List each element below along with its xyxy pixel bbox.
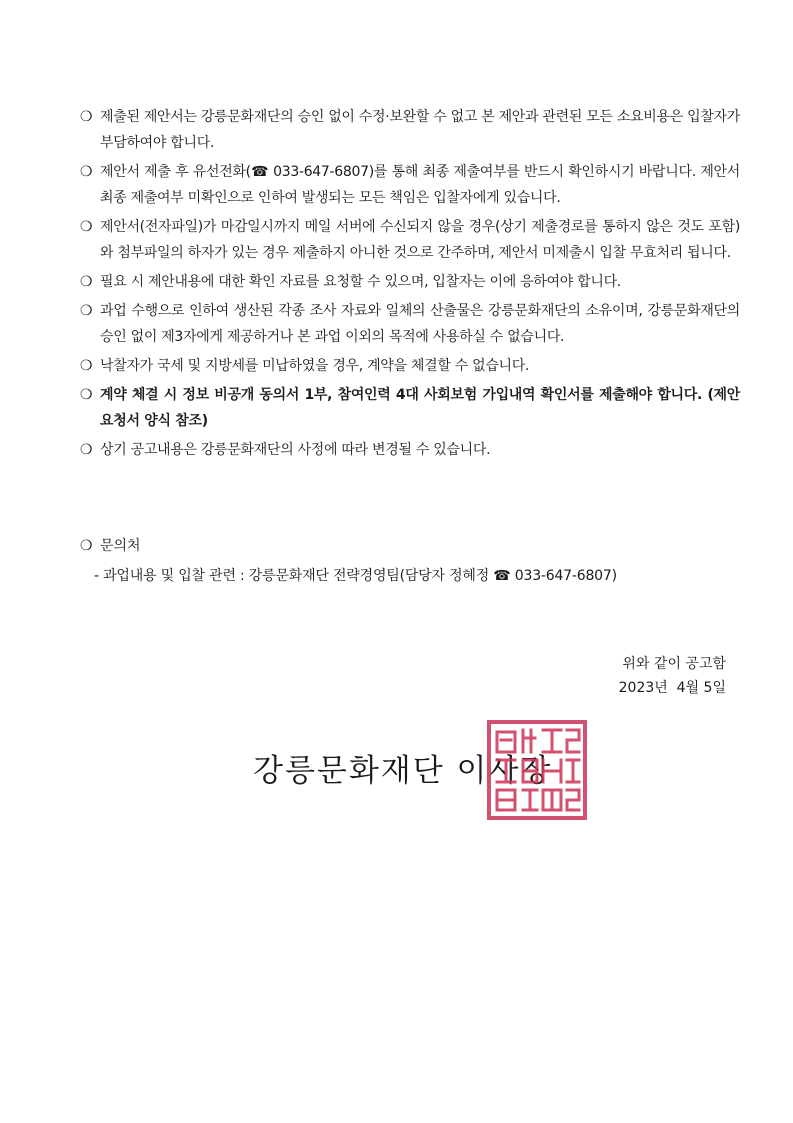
- notice-text: 상기 공고내용은 강릉문화재단의 사정에 따라 변경될 수 있습니다.: [100, 442, 491, 458]
- notice-text: 제출된 제안서는 강릉문화재단의 승인 없이 수정·보완할 수 없고 본 제안과 관련된 모든 소요비용은 입찰자가 부담하여야 합니다.: [100, 109, 740, 151]
- circle-bullet-icon: ❍: [80, 274, 93, 290]
- circle-bullet-icon: ❍: [80, 442, 93, 458]
- contact-heading: [80, 533, 141, 559]
- circle-bullet-icon: ❍: [80, 219, 93, 235]
- notice-item-4: [80, 269, 740, 295]
- contact-line: - 과업내용 및 입찰 관련 : 강릉문화재단 전략경영팀(담당자 정혜정 ☎ 033-647-6807): [94, 568, 617, 584]
- notice-item-7: [80, 382, 740, 434]
- notice-item-2: [80, 159, 740, 211]
- seal-pattern-icon: [491, 724, 583, 816]
- contact-title: 문의처: [100, 538, 141, 554]
- notice-item-6: [80, 353, 740, 379]
- notice-text: 필요 시 제안내용에 대한 확인 자료를 요청할 수 있으며, 입찰자는 이에 응하여야 합니다.: [100, 274, 621, 290]
- circle-bullet-icon: ❍: [80, 538, 93, 554]
- notice-item-8: [80, 437, 740, 463]
- notice-item-5: [80, 298, 740, 350]
- announcement-block: [619, 652, 726, 700]
- circle-bullet-icon: ❍: [80, 358, 93, 374]
- notice-text: 제안서 제출 후 유선전화(☎ 033-647-6807)를 통해 최종 제출여부를 반드시 확인하시기 바랍니다. 제안서 최종 제출여부 미확인으로 인하여 발생되는 모든 책임은 입찰자에게 있습니다.: [100, 164, 740, 206]
- notice-text: 과업 수행으로 인하여 생산된 각종 조사 자료와 일체의 산출물은 강릉문화재단의 소유이며, 강릉문화재단의 승인 없이 제3자에게 제공하거나 본 과업 이외의 목적에 사용하실 수 없습니다.: [100, 303, 740, 345]
- circle-bullet-icon: ❍: [80, 109, 93, 125]
- announcement-text: 위와 같이 공고함: [622, 656, 726, 672]
- notice-text: 제안서(전자파일)가 마감일시까지 메일 서버에 수신되지 않을 경우(상기 제출경로를 통하지 않은 것도 포함)와 첨부파일의 하자가 있는 경우 제출하지 아니한 것으로 간주하며, 제안서 미제출시 입찰 무효처리 됩니다.: [100, 219, 740, 261]
- circle-bullet-icon: ❍: [80, 387, 93, 403]
- announcement-date: 2023년 4월 5일: [618, 680, 726, 696]
- issuer-name: 강릉문화재단 이사장: [253, 753, 553, 789]
- official-seal-icon: [487, 720, 587, 820]
- circle-bullet-icon: ❍: [80, 303, 93, 319]
- circle-bullet-icon: ❍: [80, 164, 93, 180]
- notice-text: 낙찰자가 국세 및 지방세를 미납하였을 경우, 계약을 체결할 수 없습니다.: [100, 358, 530, 374]
- notice-item-3: [80, 214, 740, 266]
- notice-list: [80, 104, 740, 466]
- notice-text: 계약 체결 시 정보 비공개 동의서 1부, 참여인력 4대 사회보험 가입내역 확인서를 제출해야 합니다. (제안요청서 양식 참조): [100, 387, 740, 429]
- notice-item-1: [80, 104, 740, 156]
